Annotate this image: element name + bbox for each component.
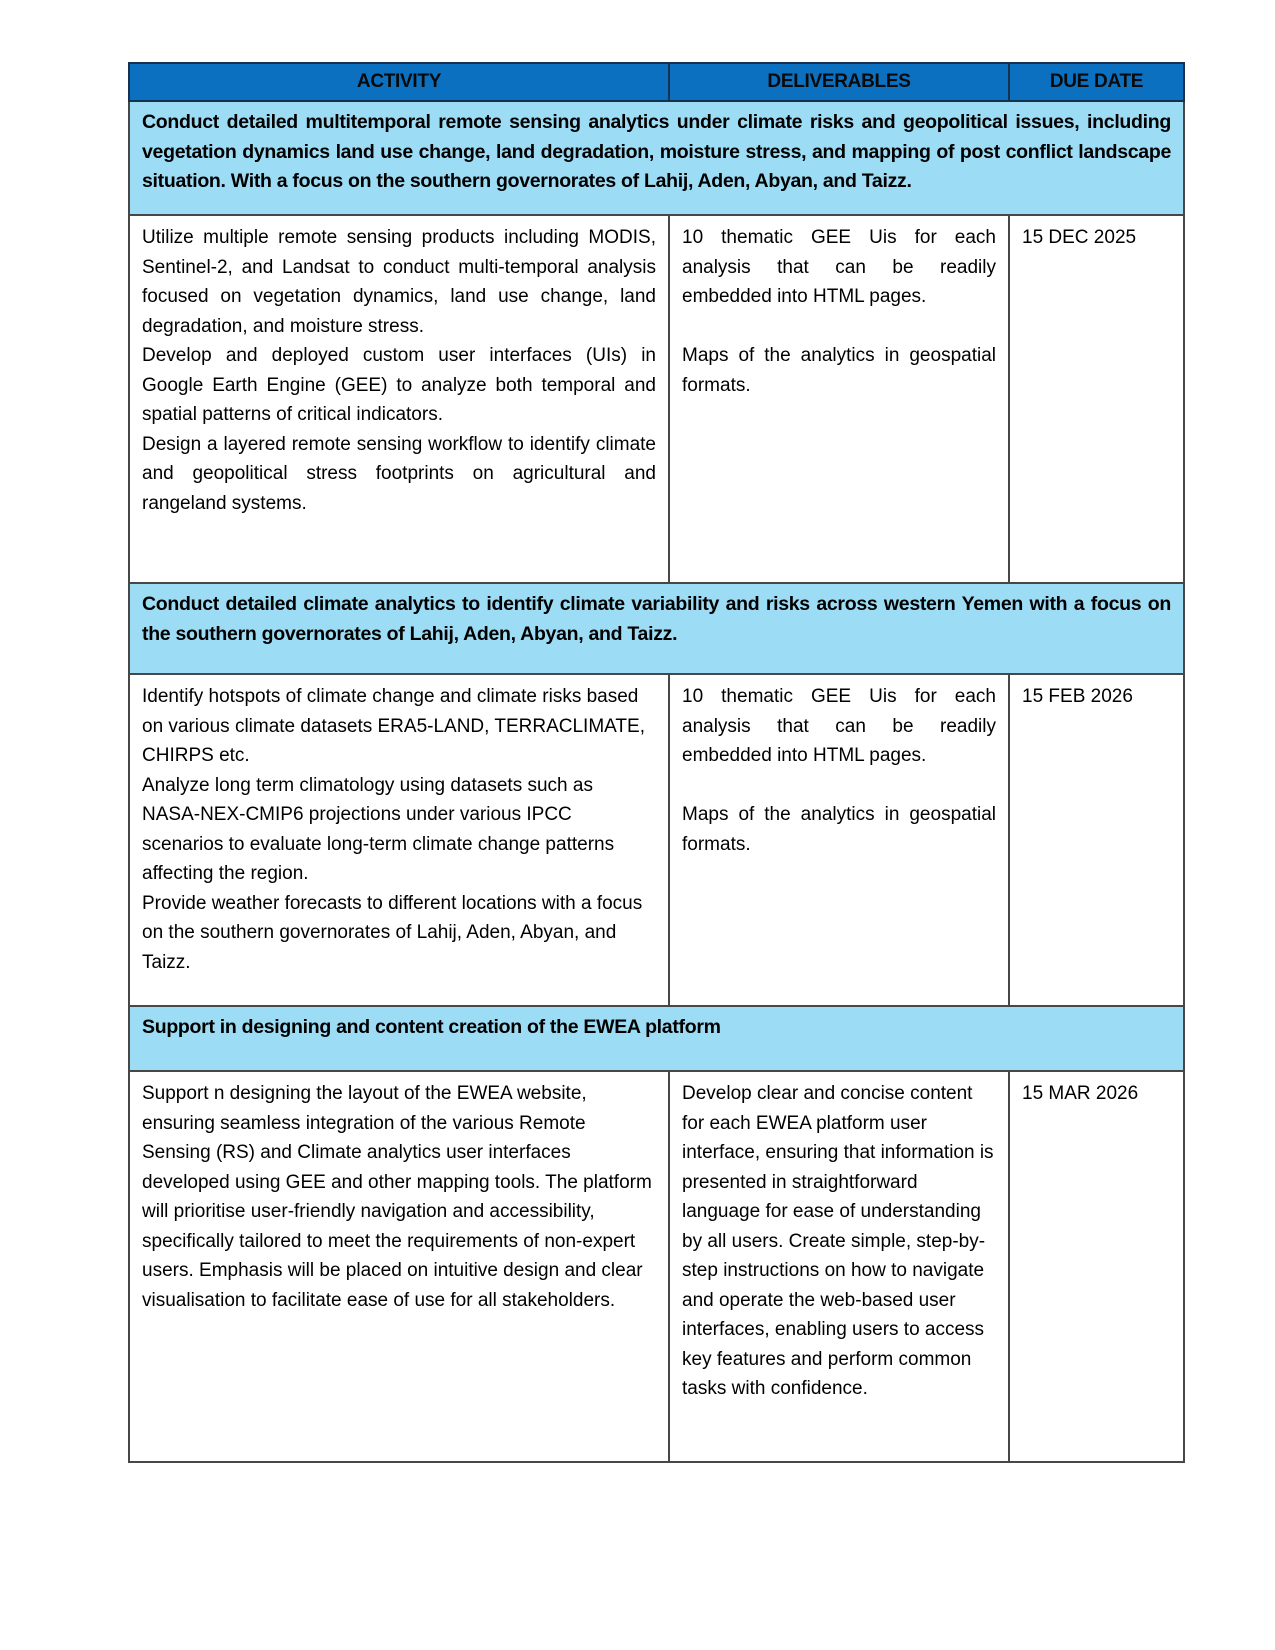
deliverables-cell-2: [669, 674, 1009, 1006]
deliverable-paragraph: Maps of the analytics in geospatial formats.: [682, 345, 996, 396]
activity-cell-3: [129, 1071, 669, 1462]
activity-paragraph: Identify hotspots of climate change and climate risks based on various climate datasets ERA5-LAND, TERRACLIMATE, CHIRPS etc.: [142, 686, 645, 766]
deliverables-cell-3: [669, 1071, 1009, 1462]
table-row-3: [129, 1071, 1184, 1462]
section-header-row-2: [129, 583, 1184, 674]
activity-paragraph: Support n designing the layout of the EWEA website, ensuring seamless integration of the various Remote Sensing (RS) and Climate analytics user interfaces developed using GEE and other mapping tools. The platform will prioritise user-friendly navigation and accessibility, specifically tailored to meet the requirements of non-expert users. Emphasis will be placed on intuitive design and clear visualisation to facilitate ease of use for all stakeholders.: [142, 1083, 652, 1311]
activity-paragraph: Design a layered remote sensing workflow to identify climate and geopolitical stress footprints on agricultural and rangeland systems.: [142, 433, 656, 514]
section-header-row-1: [129, 101, 1184, 215]
work-plan-table: [128, 62, 1185, 1463]
deliverables-cell-1: [669, 215, 1009, 583]
column-header-row: [129, 63, 1184, 101]
activity-paragraph: Analyze long term climatology using datasets such as NASA-NEX-CMIP6 projections under various IPCC scenarios to evaluate long-term climate change patterns affecting the region.: [142, 774, 615, 884]
activity-paragraph: Develop and deployed custom user interfaces (UIs) in Google Earth Engine (GEE) to analyze both temporal and spatial patterns of critical indicators.: [142, 345, 656, 425]
column-header-due-date: DUE DATE: [1009, 63, 1184, 101]
due-date-cell-2: 15 FEB 2026: [1009, 674, 1184, 1006]
deliverable-paragraph: 10 thematic GEE Uis for each analysis that can be readily embedded into HTML pages.: [682, 227, 996, 307]
deliverable-paragraph: Maps of the analytics in geospatial formats.: [682, 804, 996, 855]
activity-paragraph: Utilize multiple remote sensing products including MODIS, Sentinel-2, and Landsat to conduct multi-temporal analysis focused on vegetation dynamics, land use change, land degradation, and moisture stress.: [142, 227, 656, 337]
activity-cell-2: [129, 674, 669, 1006]
due-date-cell-3: 15 MAR 2026: [1009, 1071, 1184, 1462]
section-1-title: Conduct detailed multitemporal remote sensing analytics under climate risks and geopolitical issues, including vegetation dynamics land use change, land degradation, moisture stress, and mapping of post conflict landscape situation. With a focus on the southern governorates of Lahij, Aden, Abyan, and Taizz.: [129, 101, 1184, 215]
table-row-2: [129, 674, 1184, 1006]
section-2-title: Conduct detailed climate analytics to identify climate variability and risks across western Yemen with a focus on the southern governorates of Lahij, Aden, Abyan, and Taizz.: [129, 583, 1184, 674]
column-header-deliverables: DELIVERABLES: [669, 63, 1009, 101]
table-row-1: [129, 215, 1184, 583]
due-date-cell-1: 15 DEC 2025: [1009, 215, 1184, 583]
activity-cell-1: [129, 215, 669, 583]
deliverable-paragraph: 10 thematic GEE Uis for each analysis that can be readily embedded into HTML pages.: [682, 686, 996, 766]
deliverable-paragraph: Develop clear and concise content for each EWEA platform user interface, ensuring that information is presented in straightforward language for ease of understanding by all users. Create simple, step-by-step instructions on how to navigate and operate the web-based user interfaces, enabling users to access key features and perform common tasks with confidence.: [682, 1083, 994, 1399]
section-3-title: Support in designing and content creation of the EWEA platform: [129, 1006, 1184, 1071]
section-header-row-3: [129, 1006, 1184, 1071]
column-header-activity: ACTIVITY: [129, 63, 669, 101]
activity-paragraph: Provide weather forecasts to different locations with a focus on the southern governorates of Lahij, Aden, Abyan, and Taizz.: [142, 892, 643, 973]
